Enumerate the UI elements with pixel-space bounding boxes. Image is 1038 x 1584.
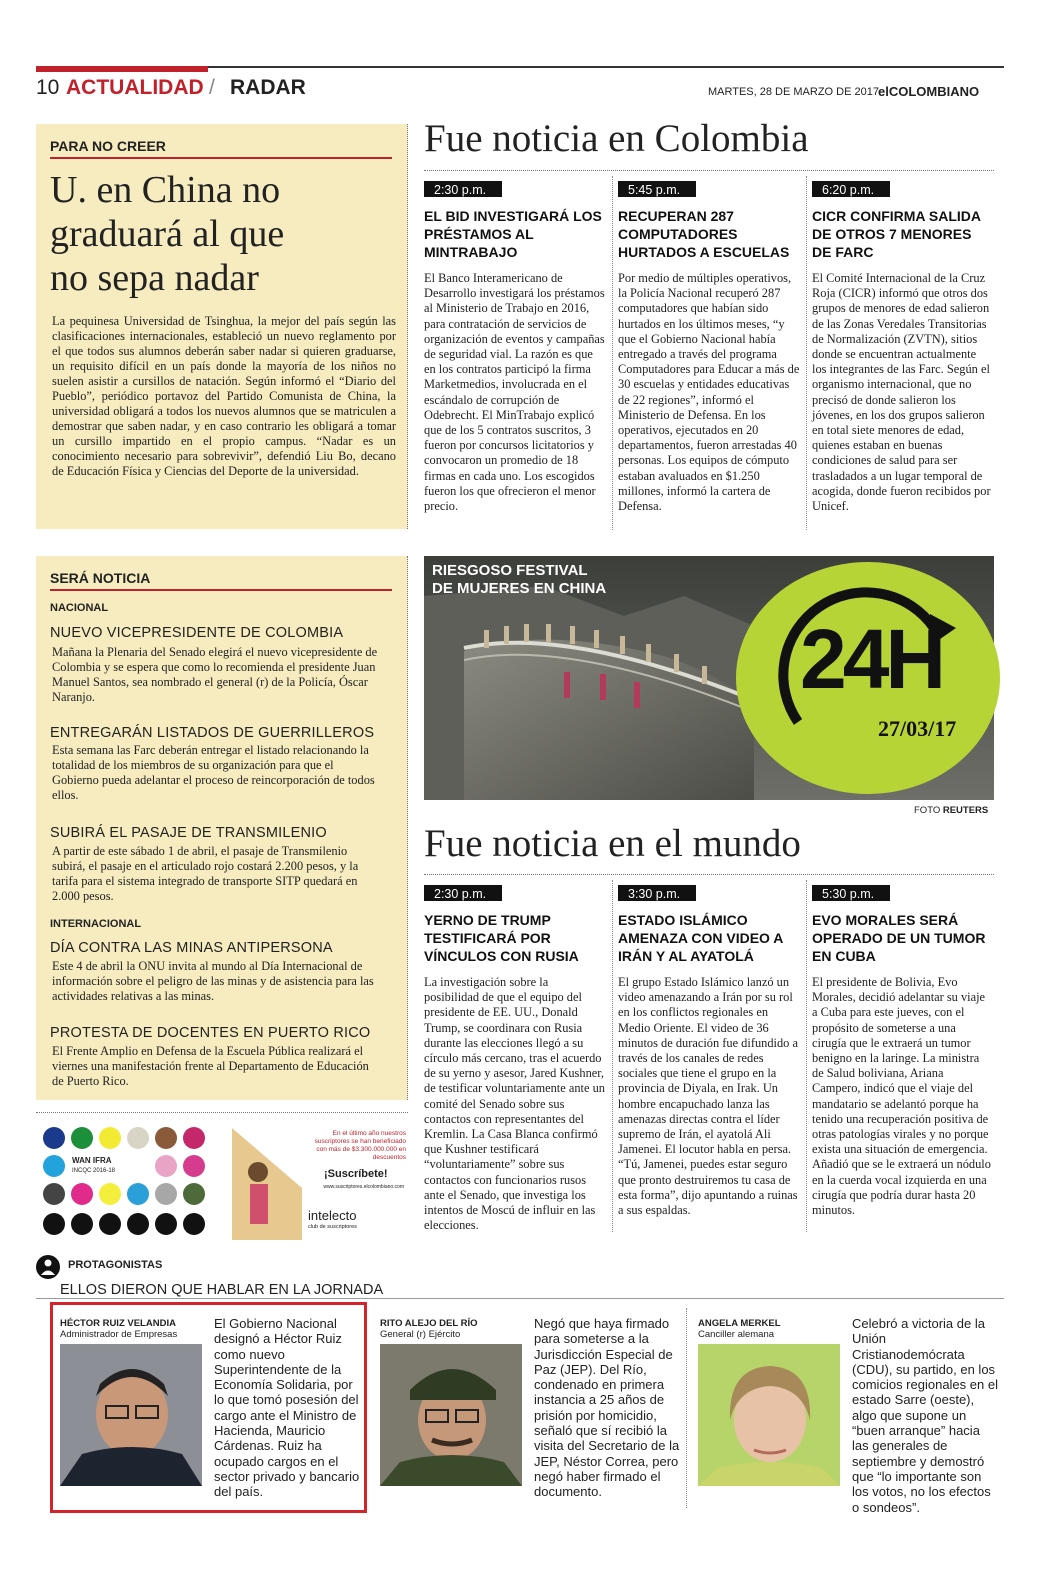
person-portrait[interactable] — [380, 1344, 522, 1486]
para-no-creer-body: La pequinesa Universidad de Tsinghua, la mejor del país según las clasificaciones internacionales, estableció un nuevo reglamento por el que todos sus alumnos deberán saber nadar si quieren graduarse, un requisito difícil en un país donde la mayoría de los niños no suelen asistir a cursillos de natación. Según informó el “Diario del Pueblo”, periódico portavoz del Partido Comunista de China, la universidad obligará a todos los nuevos alumnos que se matriculen a demostrar que saben nadar, y en caso contrario les obligará a tomar un cursillo impartido en el propio campus. “Nadar es un conocimiento necesario para sobrevivir”, defendió Liu Bo, decano de Educación Física y Ciencias del Deporte de la universidad. — [52, 314, 396, 478]
news-body: El Banco Interamericano de Desarrollo investigará los préstamos al Ministerio de Trabajo en 2016, para contratación de servicios de organización de eventos y campañas de seguridad vial. La razón es que en los contratos participó la firma Marketmedios, involucrada en el escándalo de corrupción de Odebrecht. El MinTrabajo explicó que de los 5 contratos suscritos, 3 fueron por concursos licitatorios y convocaron un promedio de 18 firmas en cada uno. Los escogidos fueron los que ofrecieron el menor precio. — [424, 271, 605, 514]
sera-item-title[interactable]: SUBIRÁ EL PASAJE DE TRANSMILENIO — [50, 825, 327, 841]
ad-url[interactable]: www.suscriptores.elcolombiano.com — [323, 1184, 404, 1190]
headline-line: no sepa nadar — [50, 257, 259, 299]
person-role: General (r) Ejército — [380, 1329, 461, 1340]
column-divider — [612, 176, 613, 530]
print-color-bars — [42, 1126, 210, 1238]
protagonistas-rule — [36, 1298, 1004, 1299]
sera-item-title[interactable]: ENTREGARÁN LISTADOS DE GUERRILLEROS — [50, 725, 375, 741]
person-text: Negó que haya firmado para someterse a la Jurisdicción Especial de Paz (JEP). Del Río, condenado en primera instancia a 25 años de prisión por homicidio, señaló que sí recibió la visita del Secretario de la JEP, Néstor Correa, pero negó haber firmado el documento. — [534, 1316, 680, 1500]
person-role: Administrador de Empresas — [60, 1329, 178, 1340]
page-number: 10 — [36, 76, 60, 99]
title-rule — [424, 170, 994, 171]
incqc-label: INCQC 2016-18 — [72, 1168, 116, 1174]
news-headline[interactable]: RECUPERAN 287 COMPUTADORES HURTADOS A ESCUELAS — [618, 208, 790, 260]
wan-ifra-logo: WAN IFRA — [72, 1156, 112, 1165]
protagonistas-subtitle: ELLOS DIERON QUE HABLAR EN LA JORNADA — [60, 1282, 384, 1298]
headline-line: U. en China no — [50, 169, 281, 211]
swatch-rule — [36, 1112, 408, 1113]
header-accent-bar — [36, 66, 208, 72]
title-rule — [424, 874, 994, 875]
sera-item-title[interactable]: PROTESTA DE DOCENTES EN PUERTO RICO — [50, 1025, 371, 1041]
photo-credit — [914, 805, 988, 816]
sera-item-body: Mañana la Plenaria del Senado elegirá el nuevo vicepresidente de Colombia y se espera que como lo recomienda el presidente Juan Manuel Santos, sea nombrado el general (r) de la Policía, Óscar Naranjo. — [52, 645, 378, 704]
headline-line: graduará al que — [50, 213, 285, 255]
news-body: Por medio de múltiples operativos, la Policía Nacional recuperó 287 computadores que habían sido hurtados en los últimos meses, “y que el Gobierno Nacional había entregado a través del programa Computadores para Educar a más de 30 escuelas y entidades educativas de 22 regiones”, informó el Ministerio de Defensa. En los operativos, ejecutados en 20 departamentos, fueron arrestadas 40 personas. Los equipos de cómputo estaban avaluados en $1.250 millones, informó la cartera de Defensa. — [618, 271, 800, 514]
news-time: 2:30 p.m. — [424, 885, 502, 901]
colombia-section-title: Fue noticia en Colombia — [424, 117, 809, 160]
news-body: El presidente de Bolivia, Evo Morales, decidió adelantar su viaje a Cuba para este jueves, con el propósito de someterse a una cirugía que le extraerá un tumor benigno en la laringe. La ministra de Salud boliviana, Ariana Campero, indicó que el viaje del mandatario se adelantó porque ha tenido una recuperación positiva de otras patologías virales y no porque exista una situación de emergencia. Añadió que se le extraerá un nódulo en la cuerda vocal izquierda en una cirugía que podría durar hasta 20 minutos. — [812, 975, 991, 1218]
news-headline[interactable]: YERNO DE TRUMP TESTIFICARÁ POR VÍNCULOS CON RUSIA — [424, 912, 579, 964]
news-time: 2:30 p.m. — [424, 181, 502, 197]
news-headline[interactable]: ESTADO ISLÁMICO AMENAZA CON VIDEO A IRÁN Y AL AYATOLÁ — [618, 912, 783, 964]
column-divider — [612, 880, 613, 1232]
column-divider — [686, 1308, 687, 1508]
person-icon — [36, 1255, 60, 1279]
para-no-creer-kicker: PARA NO CREER — [50, 138, 392, 159]
24h-badge-date: 27/03/17 — [878, 716, 957, 741]
news-time: 5:30 p.m. — [812, 885, 890, 901]
photo-credit-prefix: FOTO — [914, 805, 941, 816]
news-body: La investigación sobre la posibilidad de que el equipo del presidente de EE. UU., Donald Trump, se coordinara con Rusia durante las elecciones llegó a su círculo más cercano, tras el acuerdo de su yerno y asesor, Jared Kushner, de testificar voluntariamente ante un comité del Senado sobre sus contactos con representantes del Kremlin. La Casa Blanca confirmó que Kushner testificará “voluntariamente” sobre sus contactos con funcionarios rusos ante el Senado, que investiga los intentos de Moscú de influir en las elecciones. — [424, 975, 605, 1233]
news-body: El Comité Internacional de la Cruz Roja (CICR) informó que otros dos grupos de menores de edad salieron de las Zonas Veredales Transitorias de Normalización (ZVTN), sitios donde se encuentran actualmente los integrantes de las Farc. Según el organismo internacional, que no precisó de donde salieron los jóvenes, en los dos grupos salieron en total siete menores de edad, quienes estaban en buenas condiciones de salud para ser trasladados a un lugar temporal de acogida, donde fueron recibidos por Unicef. — [812, 271, 991, 514]
person-name[interactable]: ANGELA MERKEL — [698, 1318, 781, 1329]
para-no-creer-headline[interactable] — [50, 168, 400, 300]
intelecto-logo: intelecto — [308, 1208, 357, 1223]
sera-item-body: A partir de este sábado 1 de abril, el pasaje de Transmilenio subirá, el pasaje en el articulado rojo costará 2.200 pesos, y la tarifa para el sistema integrado de transporte SITP quedará en 2.000 pesos. — [52, 844, 359, 903]
news-time: 5:45 p.m. — [618, 181, 696, 197]
column-divider — [806, 880, 807, 1232]
internacional-label: INTERNACIONAL — [50, 918, 142, 930]
person-portrait[interactable] — [698, 1344, 840, 1486]
intelecto-sub: club de suscriptores — [308, 1224, 357, 1230]
person-name[interactable]: HÉCTOR RUIZ VELANDIA — [60, 1318, 176, 1329]
person-text: Celebró a victoria de la Unión Cristianodemócrata (CDU), su partido, en los comicios regionales en el estado Sarre (oeste), algo que supone un “buen arranque” hacia las generales de septiembre y demostró que “lo importante son los votos, no los efectos o sondeos”. — [852, 1316, 998, 1515]
mundo-section-title: Fue noticia en el mundo — [424, 822, 801, 865]
section-name[interactable]: ACTUALIDAD — [66, 76, 204, 99]
protagonistas-label: PROTAGONISTAS — [68, 1259, 163, 1271]
news-body: El grupo Estado Islámico lanzó un video amenazando a Irán por su rol en los conflictos regionales en Medio Oriente. El video de 36 minutos de duración fue difundido a través de los canales de redes sociales que tiene el grupo en la provincia de Diyala, en Irak. Un hombre encapuchado lanza las amenazas directas contra el líder supremo de Irán, el ayatolá Ali Jamenei. El locutor habla en persa. “Tú, Jamenei, puedes estar seguro que pronto destruiremos tu casa de esta forma”, dijo apuntando a ruinas a sus espaldas. — [618, 975, 798, 1218]
section-separator: / — [209, 76, 215, 99]
person-text: El Gobierno Nacional designó a Héctor Ruiz como nuevo Superintendente de la Economía Solidaria, por lo que tomó posesión del cargo ante el Ministro de Hacienda, Mauricio Cárdenas. Ruiz ha ocupado cargos en el sector privado y bancario del país. — [214, 1316, 360, 1500]
news-headline[interactable]: CICR CONFIRMA SALIDA DE OTROS 7 MENORES DE FARC — [812, 208, 981, 260]
person-role: Canciller alemana — [698, 1329, 775, 1340]
ad-woman-photo — [232, 1128, 302, 1240]
sera-item-title[interactable]: DÍA CONTRA LAS MINAS ANTIPERSONA — [50, 940, 333, 956]
sera-item-body: Esta semana las Farc deberán entregar el listado relacionando la totalidad de los miembros de su organización para que el Gobierno pueda adelantar el proceso de reincorporación de todos ellos. — [52, 743, 375, 802]
nacional-label: NACIONAL — [50, 602, 109, 614]
sera-item-title[interactable]: NUEVO VICEPRESIDENTE DE COLOMBIA — [50, 625, 344, 641]
news-time: 6:20 p.m. — [812, 181, 890, 197]
sera-item-body: Este 4 de abril la ONU invita al mundo al Día Internacional de información sobre el peligro de las minas y de asistencia para las actividades relativas a las minas. — [52, 959, 374, 1003]
issue-date: MARTES, 28 DE MARZO DE 2017 — [708, 86, 879, 98]
person-portrait[interactable] — [60, 1344, 202, 1486]
newspaper-logo[interactable]: elCOLOMBIANO — [878, 84, 980, 99]
photo-caption: RIESGOSO FESTIVAL DE MUJERES EN CHINA — [432, 562, 607, 597]
news-headline[interactable]: EVO MORALES SERÁ OPERADO DE UN TUMOR EN CUBA — [812, 912, 986, 964]
news-time: 3:30 p.m. — [618, 885, 696, 901]
person-name[interactable]: RITO ALEJO DEL RÍO — [380, 1318, 478, 1329]
sera-item-body: El Frente Amplio en Defensa de la Escuela Pública realizará el viernes una manifestación frente al Departamento de Educación de Puerto Rico. — [52, 1044, 369, 1088]
24h-badge-text: 24H — [800, 612, 943, 706]
photo-credit-source: REUTERS — [942, 805, 989, 816]
subscription-ad[interactable] — [232, 1128, 408, 1240]
subsection-name[interactable]: RADAR — [230, 76, 306, 99]
subscribe-link[interactable]: ¡Suscríbete! — [324, 1168, 388, 1180]
news-headline[interactable]: EL BID INVESTIGARÁ LOS PRÉSTAMOS AL MINTRABAJO — [424, 208, 602, 260]
column-divider — [806, 176, 807, 530]
sera-noticia-kicker: SERÁ NOTICIA — [50, 570, 392, 591]
ad-promo: En el último año nuestros suscriptores se han beneficiado con más de $3.300.000.000 en descuentos — [314, 1130, 406, 1161]
